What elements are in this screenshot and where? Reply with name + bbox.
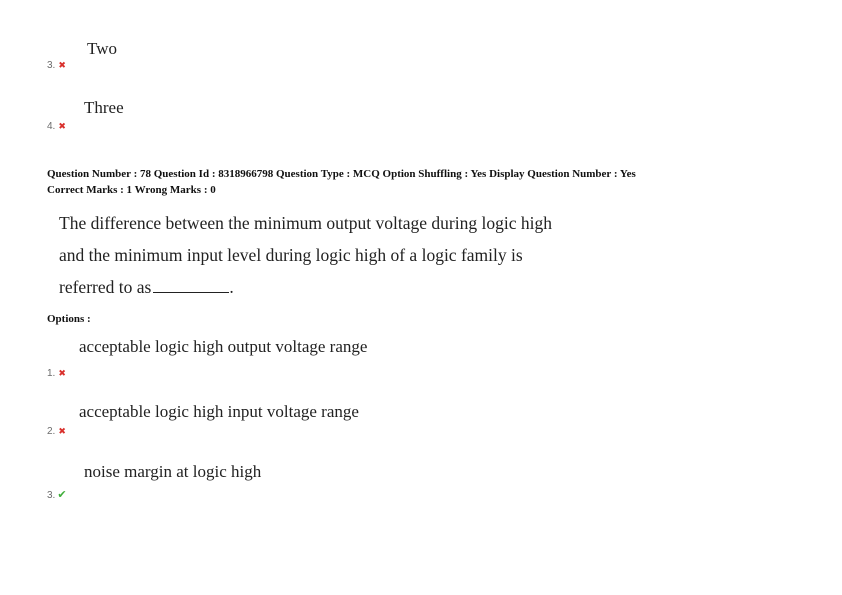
- option-1-number: 1.: [47, 368, 56, 379]
- prev-option-4-text: Three: [84, 98, 124, 117]
- prev-option-3-text: Two: [87, 39, 117, 58]
- cross-icon: ✖: [58, 369, 66, 379]
- option-2-number: 2.: [47, 426, 56, 437]
- prev-option-3-number-row: [47, 55, 66, 73]
- question-text-line-3-start: referred to as: [59, 277, 152, 297]
- question-text-line-3-end: .: [229, 277, 234, 297]
- options-label: Options :: [47, 313, 91, 325]
- question-text-line-2: and the minimum input level during logic high of a logic family is: [59, 245, 523, 265]
- question-text-line-3: [59, 277, 234, 298]
- option-2-number-row: [47, 421, 66, 439]
- prev-option-4-number: 4.: [47, 121, 56, 132]
- prev-option-4-number-row: [47, 116, 66, 134]
- prev-option-3-number: 3.: [47, 60, 56, 71]
- check-icon: ✔: [57, 488, 67, 501]
- cross-icon: ✖: [58, 427, 66, 437]
- answer-blank: [153, 280, 229, 293]
- option-1-number-row: [47, 363, 66, 381]
- cross-icon: ✖: [58, 122, 66, 132]
- cross-icon: ✖: [58, 61, 66, 71]
- question-text-line-1: The difference between the minimum output voltage during logic high: [59, 213, 552, 233]
- option-3-text: noise margin at logic high: [84, 462, 262, 481]
- question-meta-line-1: Question Number : 78 Question Id : 8318966798 Question Type : MCQ Option Shuffling : Yes Display Question Number : Yes: [47, 168, 636, 180]
- option-3-number-row: [47, 485, 67, 503]
- option-1-text: acceptable logic high output voltage range: [79, 337, 368, 356]
- question-meta-line-2: Correct Marks : 1 Wrong Marks : 0: [47, 184, 216, 196]
- option-3-number: 3.: [47, 490, 56, 501]
- option-2-text: acceptable logic high input voltage range: [79, 402, 359, 421]
